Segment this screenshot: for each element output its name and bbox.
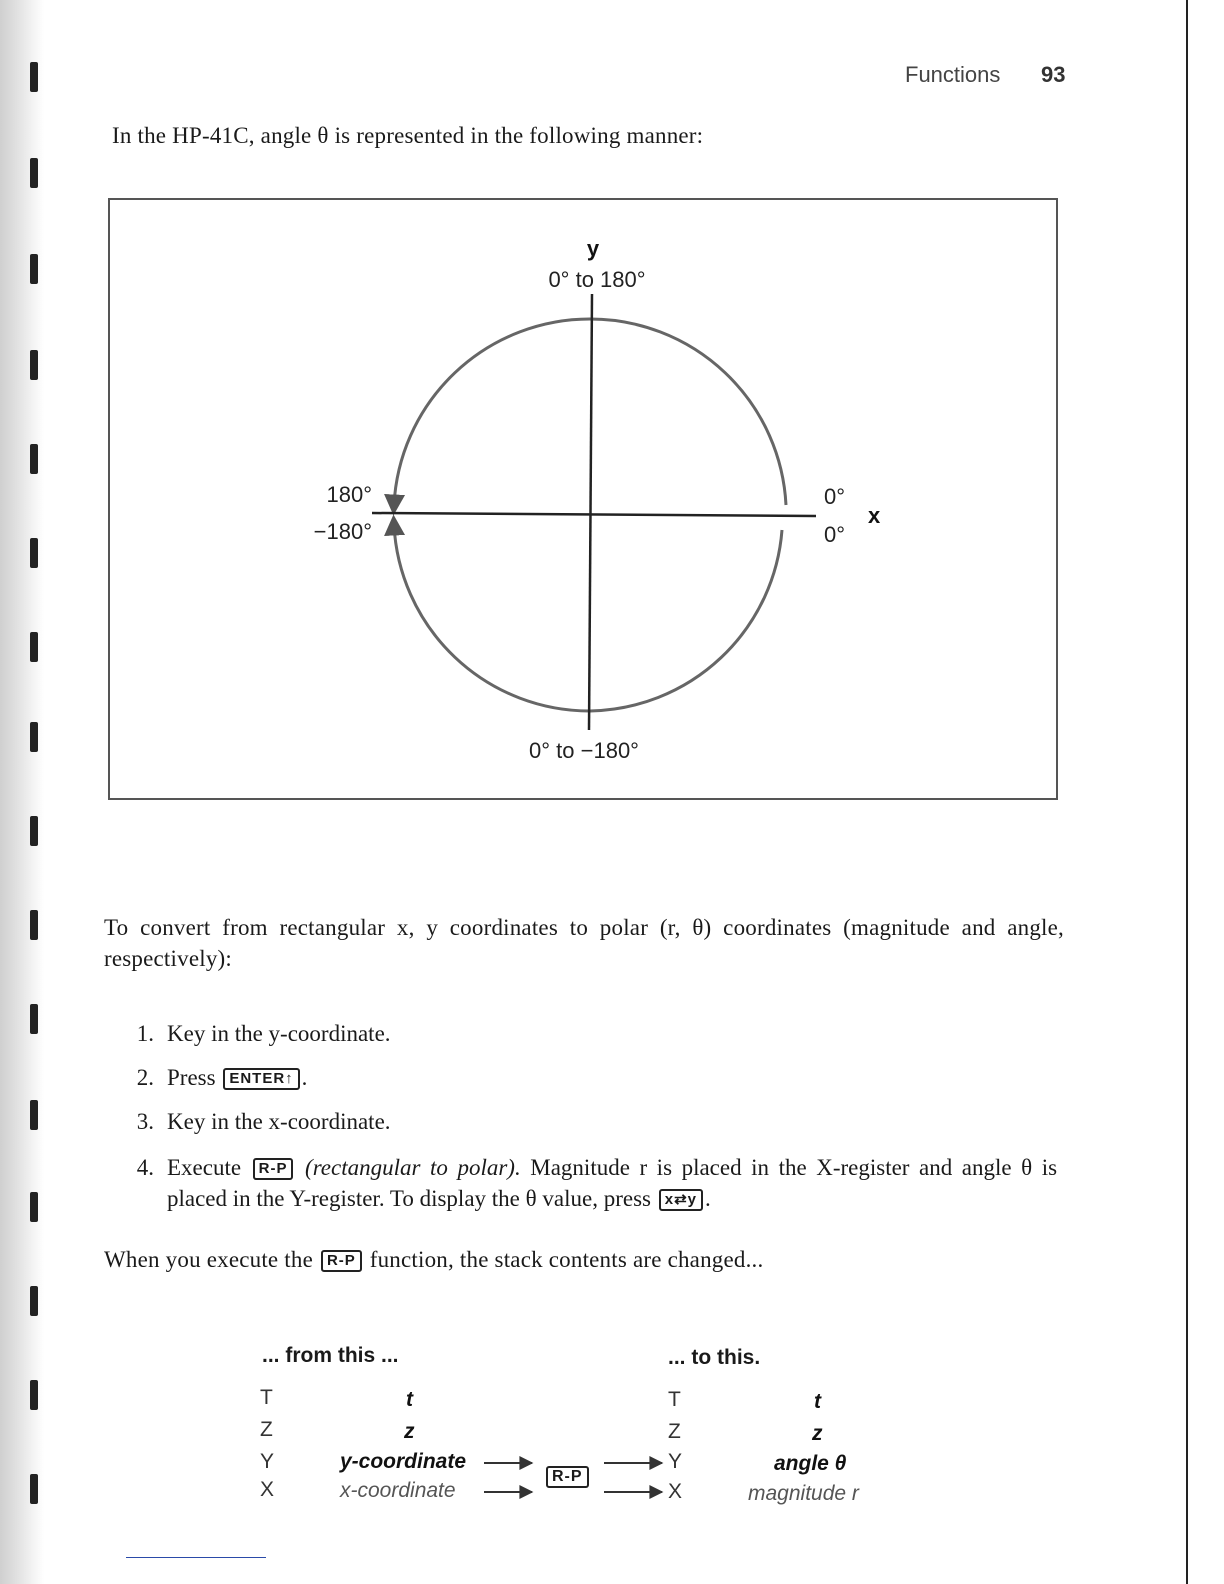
angle-diagram [110, 200, 1060, 802]
step-emphasis: (rectangular to polar). [305, 1155, 521, 1180]
x-axis [372, 513, 816, 516]
step-number: 4. [136, 1155, 154, 1180]
top-range-label: 0° to 180° [548, 267, 646, 292]
binding-ring [30, 816, 38, 846]
binding-ring [30, 444, 38, 474]
r-p-key: R-P [253, 1158, 294, 1180]
binding-ring [30, 632, 38, 662]
upper-right-arc [590, 319, 786, 505]
from-value: y-coordinate [340, 1450, 467, 1473]
from-value: z [404, 1420, 415, 1443]
r-p-key: R-P [321, 1250, 362, 1272]
lower-right-arc [590, 530, 782, 711]
section-title: Functions [905, 62, 1001, 87]
left-lower-label: −180° [313, 519, 372, 544]
from-heading: ... from this ... [262, 1344, 399, 1367]
step-suffix: . [301, 1065, 308, 1090]
y-axis [589, 294, 592, 730]
register-label: T [260, 1386, 273, 1409]
register-label: X [260, 1478, 275, 1501]
register-label: Z [668, 1420, 681, 1443]
binding-ring [30, 1100, 38, 1130]
stack-intro-paragraph [104, 1244, 763, 1275]
stack-intro-prefix: When you execute the [104, 1247, 313, 1272]
convert-paragraph: To convert from rectangular x, y coordinates to polar (r, θ) coordinates (magnitude and angle, respectively): [104, 915, 1064, 971]
to-value: magnitude r [748, 1482, 859, 1505]
step-text [167, 1062, 1057, 1093]
step-middle: Magnitude r is placed in the X-register and angle θ is placed in the Y-register. To display the θ value, press [167, 1155, 1058, 1211]
step-number: 3. [136, 1109, 154, 1134]
register-label: Y [260, 1450, 275, 1473]
step-suffix: . [705, 1186, 711, 1211]
stack-intro-suffix: function, the stack contents are changed... [369, 1247, 764, 1272]
binding-ring [30, 1474, 38, 1504]
step-text [167, 1152, 1057, 1214]
binding-edge [0, 0, 44, 1584]
from-value: t [406, 1388, 413, 1411]
to-value: angle θ [774, 1452, 847, 1475]
left-upper-label: 180° [326, 482, 372, 507]
binding-ring [30, 722, 38, 752]
binding-ring [30, 158, 38, 188]
from-value: x-coordinate [340, 1479, 456, 1502]
bottom-range-label: 0° to −180° [529, 738, 639, 763]
to-heading: ... to this. [668, 1346, 761, 1369]
register-label: X [668, 1480, 683, 1503]
to-value: z [812, 1422, 823, 1445]
lower-left-arc [394, 525, 590, 711]
intro-paragraph: In the HP-41C, angle θ is represented in the following manner: [112, 123, 704, 148]
running-header [905, 62, 1066, 88]
step-prefix: Press [167, 1065, 216, 1090]
register-label: Y [668, 1450, 683, 1473]
enter-key: ENTER↑ [223, 1068, 299, 1090]
angle-figure [108, 198, 1058, 800]
binding-ring [30, 1004, 38, 1034]
binding-ring [30, 62, 38, 92]
x-axis-label: x [868, 503, 881, 528]
page-edge [1186, 0, 1188, 1584]
x-swap-y-key: x⇄y [659, 1189, 703, 1211]
y-axis-label: y [586, 236, 600, 261]
to-value: t [814, 1390, 821, 1413]
binding-ring [30, 1192, 38, 1222]
binding-ring [30, 538, 38, 568]
step-prefix: Execute [167, 1155, 242, 1180]
register-label: Z [260, 1418, 273, 1441]
upper-left-arc [394, 319, 590, 505]
step-text: Key in the x-coordinate. [167, 1109, 391, 1134]
binding-ring [30, 350, 38, 380]
register-label: T [668, 1388, 681, 1411]
binding-ring [30, 1286, 38, 1316]
r-p-key: R-P [546, 1466, 589, 1488]
step-number: 1. [136, 1021, 154, 1046]
step-text: Key in the y-coordinate. [167, 1021, 391, 1046]
right-upper-label: 0° [824, 484, 846, 509]
binding-ring [30, 1380, 38, 1410]
footnote-rule [126, 1557, 266, 1558]
right-lower-label: 0° [824, 522, 846, 547]
page-number: 93 [1041, 62, 1066, 87]
binding-ring [30, 910, 38, 940]
binding-ring [30, 254, 38, 284]
step-number: 2. [136, 1065, 154, 1090]
